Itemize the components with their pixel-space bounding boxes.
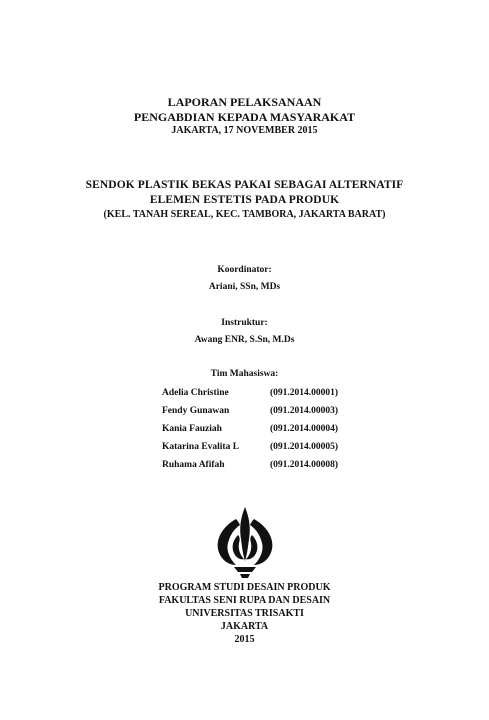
instructor-name: Awang ENR, S.Sn, M.Ds [194, 335, 295, 345]
team-label: Tim Mahasiswa: [210, 369, 279, 379]
university-emblem-icon [214, 505, 276, 580]
member-name: Ruhama Afifah [162, 460, 225, 470]
member-id: (091.2014.00004) [270, 424, 339, 434]
report-date: JAKARTA, 17 NOVEMBER 2015 [171, 125, 318, 136]
member-id: (091.2014.00001) [270, 388, 339, 398]
member-id: (091.2014.00003) [270, 406, 339, 416]
member-name: Adelia Christine [162, 388, 229, 398]
member-id: (091.2014.00008) [270, 460, 339, 470]
instructor-label: Instruktur: [221, 318, 268, 328]
member-name: Katarina Evalita L [162, 442, 240, 452]
title-line-1: SENDOK PLASTIK BEKAS PAKAI SEBAGAI ALTERNATIF [85, 179, 404, 191]
title-line-2: ELEMEN ESTETIS PADA PRODUK [149, 194, 340, 206]
footer-city: JAKARTA [220, 621, 269, 632]
footer-faculty: FAKULTAS SENI RUPA DAN DESAIN [158, 595, 331, 606]
footer-program: PROGRAM STUDI DESAIN PRODUK [158, 582, 331, 593]
report-category: PENGABDIAN KEPADA MASYARAKAT [133, 110, 356, 124]
member-id: (091.2014.00005) [270, 442, 339, 452]
footer-university: UNIVERSITAS TRISAKTI [185, 608, 304, 619]
footer-year: 2015 [234, 634, 255, 645]
member-name: Fendy Gunawan [162, 406, 230, 416]
title-location: (KEL. TANAH SEREAL, KEC. TAMBORA, JAKARTA BARAT) [103, 209, 386, 220]
member-name: Kania Fauziah [162, 424, 222, 434]
report-type: LAPORAN PELAKSANAAN [167, 95, 322, 109]
coordinator-label: Koordinator: [217, 265, 272, 275]
coordinator-name: Ariani, SSn, MDs [208, 282, 281, 292]
